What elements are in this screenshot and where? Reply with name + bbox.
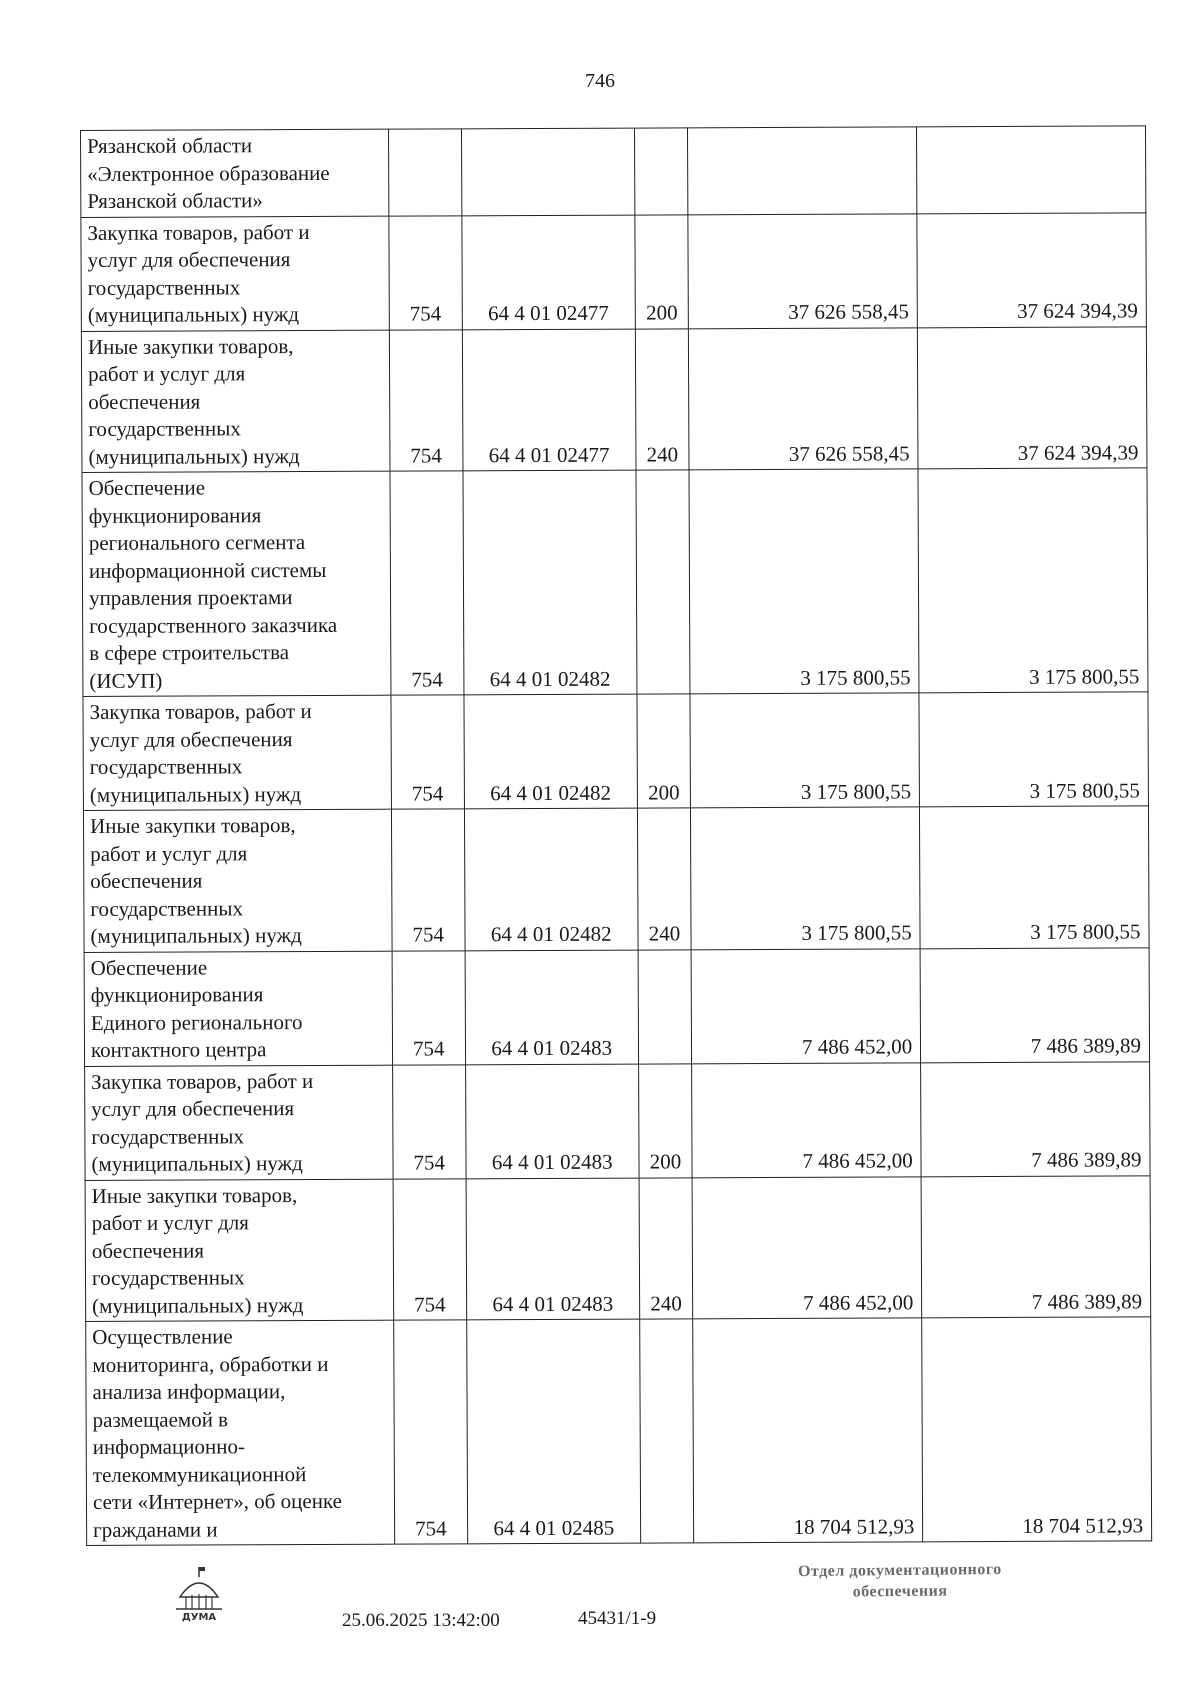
cell-amount-1: 37 626 558,45	[689, 327, 918, 469]
cell-expense-type	[639, 1319, 694, 1543]
table-row	[81, 212, 1146, 331]
cell-expense-type: 240	[637, 808, 692, 950]
department-stamp	[735, 1558, 1065, 1603]
cell-amount-1: 3 175 800,55	[690, 693, 919, 808]
cell-ministry-code: 754	[390, 695, 464, 809]
cell-expense-type: 240	[639, 1177, 694, 1319]
cell-expense-type	[634, 128, 688, 215]
cell-target-article: 64 4 01 02477	[462, 329, 635, 471]
cell-ministry-code: 754	[393, 1320, 467, 1544]
cell-expense-type: 200	[634, 214, 688, 328]
cell-amount-2: 7 486 389,89	[921, 1061, 1150, 1176]
cell-target-article: 64 4 01 02482	[464, 808, 637, 950]
page-number: 746	[585, 70, 615, 92]
cell-ministry-code	[388, 129, 462, 216]
table-row	[81, 126, 1146, 217]
budget-table	[80, 125, 1152, 1546]
cell-ministry-code: 754	[392, 1064, 466, 1178]
cell-name: Осуществление мониторинга, обработки и анализа информации, размещаемой в информационно- телекоммуникационной сети «Интернет», об оценке гражданами и	[86, 1320, 394, 1545]
cell-name: Закупка товаров, работ и услуг для обеспечения государственных (муниципальных) нужд	[83, 695, 391, 810]
cell-amount-2: 18 704 512,93	[922, 1317, 1152, 1542]
footer-datetime: 25.06.2025 13:42:00	[342, 1610, 500, 1631]
table-row	[85, 1061, 1150, 1180]
cell-amount-2: 7 486 389,89	[920, 947, 1149, 1062]
cell-amount-2	[917, 126, 1146, 213]
cell-name: Закупка товаров, работ и услуг для обеспечения государственных (муниципальных) нужд	[85, 1065, 393, 1180]
stamp-line-1: Отдел документационного	[797, 1560, 1002, 1581]
cell-name: Иные закупки товаров, работ и услуг для обеспечения государственных (муниципальных) нужд	[83, 809, 391, 952]
cell-amount-2: 37 624 394,39	[918, 326, 1147, 468]
cell-ministry-code: 754	[392, 950, 466, 1064]
cell-amount-2: 37 624 394,39	[917, 212, 1146, 327]
table-row	[86, 1317, 1152, 1546]
cell-target-article: 64 4 01 02482	[463, 470, 637, 695]
logo-text: ДУМА	[181, 1612, 217, 1623]
cell-name: Рязанской области «Электронное образование Рязанской области»	[81, 129, 389, 217]
cell-amount-2: 7 486 389,89	[921, 1175, 1150, 1317]
duma-logo-icon	[172, 1565, 226, 1623]
table-row	[83, 806, 1149, 952]
cell-name: Иные закупки товаров, работ и услуг для обеспечения государственных (муниципальных) нужд	[81, 330, 389, 473]
cell-target-article: 64 4 01 02483	[466, 1178, 639, 1320]
cell-target-article	[461, 128, 634, 215]
cell-ministry-code: 754	[391, 809, 465, 951]
cell-target-article: 64 4 01 02483	[465, 950, 638, 1065]
cell-amount-2: 3 175 800,55	[919, 692, 1148, 807]
cell-expense-type	[638, 949, 692, 1063]
stamp-line-2: обеспечения	[852, 1582, 948, 1601]
cell-amount-1	[688, 127, 917, 214]
cell-target-article: 64 4 01 02483	[465, 1064, 638, 1179]
cell-amount-1: 37 626 558,45	[688, 213, 917, 328]
cell-amount-2: 3 175 800,55	[918, 468, 1148, 693]
cell-target-article: 64 4 01 02477	[462, 215, 635, 330]
table-row	[83, 692, 1148, 811]
cell-amount-1: 7 486 452,00	[693, 1176, 922, 1318]
cell-amount-1: 7 486 452,00	[692, 1062, 921, 1177]
cell-ministry-code: 754	[393, 1178, 467, 1320]
cell-ministry-code: 754	[389, 329, 463, 471]
cell-amount-1: 3 175 800,55	[689, 469, 919, 694]
cell-name: Закупка товаров, работ и услуг для обеспечения государственных (муниципальных) нужд	[81, 216, 389, 331]
footer-reg-number: 45431/1-9	[578, 1608, 657, 1629]
cell-expense-type: 200	[638, 1063, 692, 1177]
cell-amount-1: 18 704 512,93	[693, 1318, 923, 1543]
cell-amount-2: 3 175 800,55	[920, 806, 1149, 948]
cell-name: Обеспечение функционирования регионального сегмента информационной системы управления проектами государственного заказчика в сфере строительства (ИСУП)	[82, 471, 390, 696]
cell-expense-type: 200	[636, 694, 690, 808]
cell-expense-type: 240	[635, 328, 690, 470]
cell-name: Иные закупки товаров, работ и услуг для обеспечения государственных (муниципальных) нужд	[85, 1179, 393, 1322]
cell-expense-type	[636, 470, 691, 694]
cell-target-article: 64 4 01 02482	[464, 694, 637, 809]
table-row	[85, 1175, 1151, 1321]
table-row	[82, 468, 1148, 697]
cell-ministry-code: 754	[388, 215, 462, 329]
cell-target-article: 64 4 01 02485	[467, 1319, 641, 1544]
cell-name: Обеспечение функционирования Единого регионального контактного центра	[84, 951, 392, 1066]
cell-ministry-code: 754	[390, 471, 464, 695]
cell-amount-1: 7 486 452,00	[692, 948, 921, 1063]
cell-amount-1: 3 175 800,55	[691, 807, 920, 949]
table-row	[84, 947, 1149, 1066]
table-row	[81, 326, 1147, 472]
